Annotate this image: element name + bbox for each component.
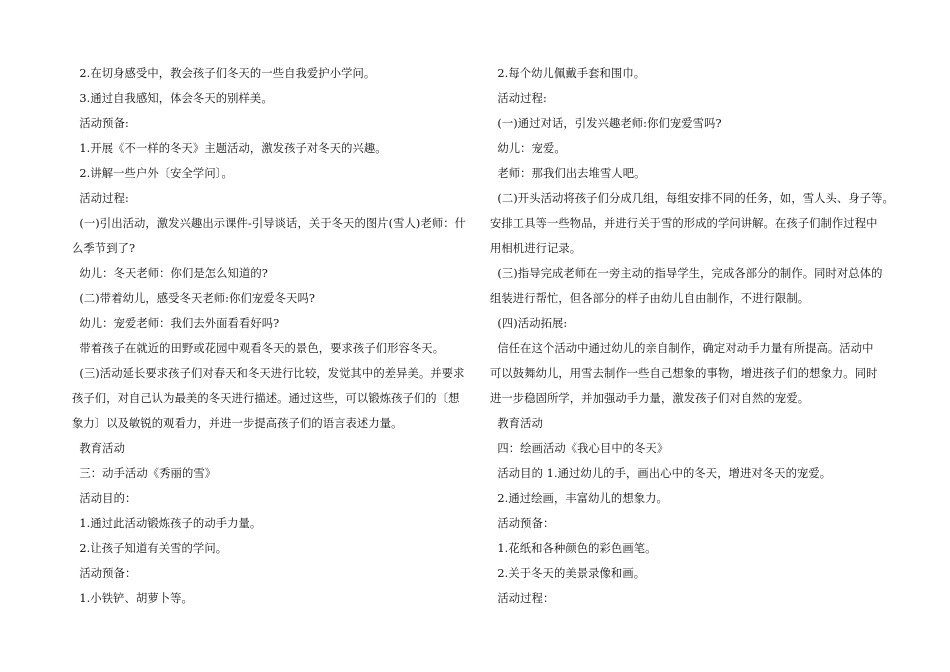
text-line: 活动目的： [72,492,137,505]
text-line: 活动预备: [72,117,129,130]
activity-title: 四：绘画活动《我心目中的冬天》 [490,442,669,455]
text-line: 幼儿：宠爱老师：我们去外面看看好吗? [72,317,280,330]
text-line: 2.通过绘画，丰富幼儿的想象力。 [490,492,668,505]
text-line: 用相机进行记录。 [490,242,582,255]
text-line: 活动预备： [72,567,137,580]
text-line: 安排工具等一些物品，并进行关于雪的形成的学问讲解。在孩子们制作过程中 [490,217,878,230]
text-line: 2.让孩子知道有关雪的学问。 [72,542,228,555]
text-line: 幼儿：冬天老师：你们是怎么知道的? [72,267,268,280]
text-line: 活动过程： [490,592,555,605]
text-line: (二)开头活动将孩子们分成几组，每组安排不同的任务，如，雪人头、身子等。 [490,192,894,205]
text-line: 活动目的 1.通过幼儿的手，画出心中的冬天，增进对冬天的宠爱。 [490,467,832,480]
section-heading: 教育活动 [72,442,125,455]
text-line: 2.每个幼儿佩戴手套和围巾。 [490,67,646,80]
section-heading: 教育活动 [490,417,543,430]
text-line: 活动预备： [490,517,555,530]
text-line: 活动过程: [490,92,547,105]
text-line: 2.在切身感受中，教会孩子们冬天的一些自我爱护小学问。 [72,67,376,80]
text-line: 带着孩子在就近的田野或花园中观看冬天的景色，要求孩子们形容冬天。 [72,342,445,355]
text-line: 1.小铁铲、胡萝卜等。 [72,592,193,605]
text-line: 孩子们，对自己认为最美的冬天进行描述。通过这些，可以锻炼孩子们的〔想 [72,392,460,405]
text-line: (三)活动延长要求孩子们对春天和冬天进行比较，发觉其中的差异美。并要求 [72,367,465,380]
text-line: 活动过程: [72,192,129,205]
text-line: 么季节到了? [72,242,136,255]
text-line: 老师：那我们出去堆雪人吧。 [490,167,646,180]
text-line: (三)指导完成老师在一旁主动的指导学生，完成各部分的制作。同时对总体的 [490,267,883,280]
text-line: 2.关于冬天的美景录像和画。 [490,567,646,580]
text-line: (一)引出活动，激发兴趣出示课件-引导谈话，关于冬天的图片(雪人)老师：什 [72,217,467,230]
text-line: 组装进行帮忙，但各部分的样子由幼儿自由制作，不进行限制。 [490,292,810,305]
text-line: (四)活动拓展: [490,317,568,330]
text-line: 3.通过自我感知，体会冬天的别样美。 [72,92,273,105]
text-line: (一)通过对话，引发兴趣老师:你们宠爱雪吗? [490,117,722,130]
text-line: 1.开展《不一样的冬天》主题活动，激发孩子对冬天的兴趣。 [72,142,387,155]
text-line: 1.通过此活动锻炼孩子的动手力量。 [72,517,262,530]
text-line: 信任在这个活动中通过幼儿的亲自制作，确定对动手力量有所提高。活动中 [490,342,874,355]
text-line: 2.讲解一些户外〔安全学问〕。 [72,167,233,180]
text-line: 象力〕以及敏锐的观看力，并进一步提高孩子们的语言表述力量。 [72,417,403,430]
text-line: 进一步稳固所学，并加强动手力量，激发孩子们对自然的宠爱。 [490,392,810,405]
text-line: 1.花纸和各种颜色的彩色画笔。 [490,542,657,555]
text-line: 可以鼓舞幼儿，用雪去制作一些自己想象的事物，增进孩子们的想象力。同时 [490,367,878,380]
text-line: 幼儿：宠爱。 [490,142,566,155]
activity-title: 三：动手活动《秀丽的雪》 [72,467,217,480]
text-line: (二)带着幼儿，感受冬天老师:你们宠爱冬天吗? [72,292,316,305]
